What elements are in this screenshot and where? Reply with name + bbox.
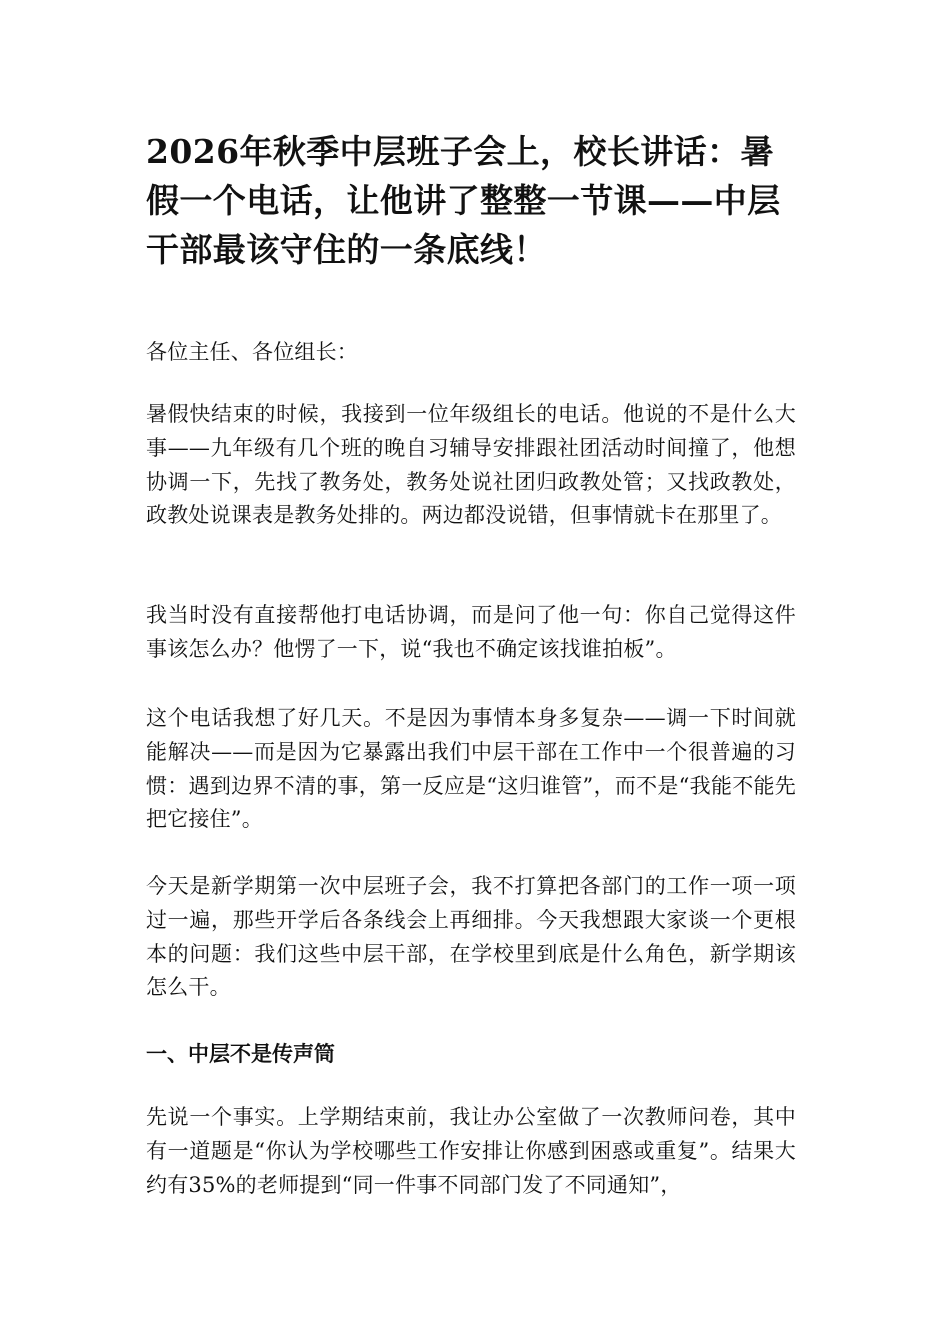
body-paragraph-2: 我当时没有直接帮他打电话协调，而是问了他一句：你自己觉得这件事该怎么办？他愣了一下，说“我也不确定该找谁拍板”。 bbox=[146, 603, 796, 661]
section-1-paragraph: 先说一个事实。上学期结束前，我让办公室做了一次教师问卷，其中有一道题是“你认为学校哪些工作安排让你感到困惑或重复”。结果大约有35%的老师提到“同一件事不同部门发了不同通知”， bbox=[146, 1105, 796, 1197]
section-heading-1: 一、中层不是传声筒 bbox=[146, 1041, 335, 1066]
body-paragraph-3: 这个电话我想了好几天。不是因为事情本身多复杂——调一下时间就能解决——而是因为它暴露出我们中层干部在工作中一个很普遍的习惯：遇到边界不清的事，第一反应是“这归谁管”，而不是“我能不能先把它接住”。 bbox=[146, 706, 796, 832]
body-paragraph-1: 暑假快结束的时候，我接到一位年级组长的电话。他说的不是什么大事——九年级有几个班的晚自习辅导安排跟社团活动时间撞了，他想协调一下，先找了教务处，教务处说社团归政教处管；又找政教处，政教处说课表是教务处排的。两边都没说错，但事情就卡在那里了。 bbox=[146, 402, 796, 528]
greeting-paragraph: 各位主任、各位组长： bbox=[146, 340, 358, 364]
document-title: 2026年秋季中层班子会上，校长讲话：暑假一个电话，让他讲了整整一节课——中层干部最该守住的一条底线！ bbox=[146, 132, 781, 269]
body-paragraph-4: 今天是新学期第一次中层班子会，我不打算把各部门的工作一项一项过一遍，那些开学后各条线会上再细排。今天我想跟大家谈一个更根本的问题：我们这些中层干部，在学校里到底是什么角色，新学期该怎么干。 bbox=[146, 874, 796, 1000]
